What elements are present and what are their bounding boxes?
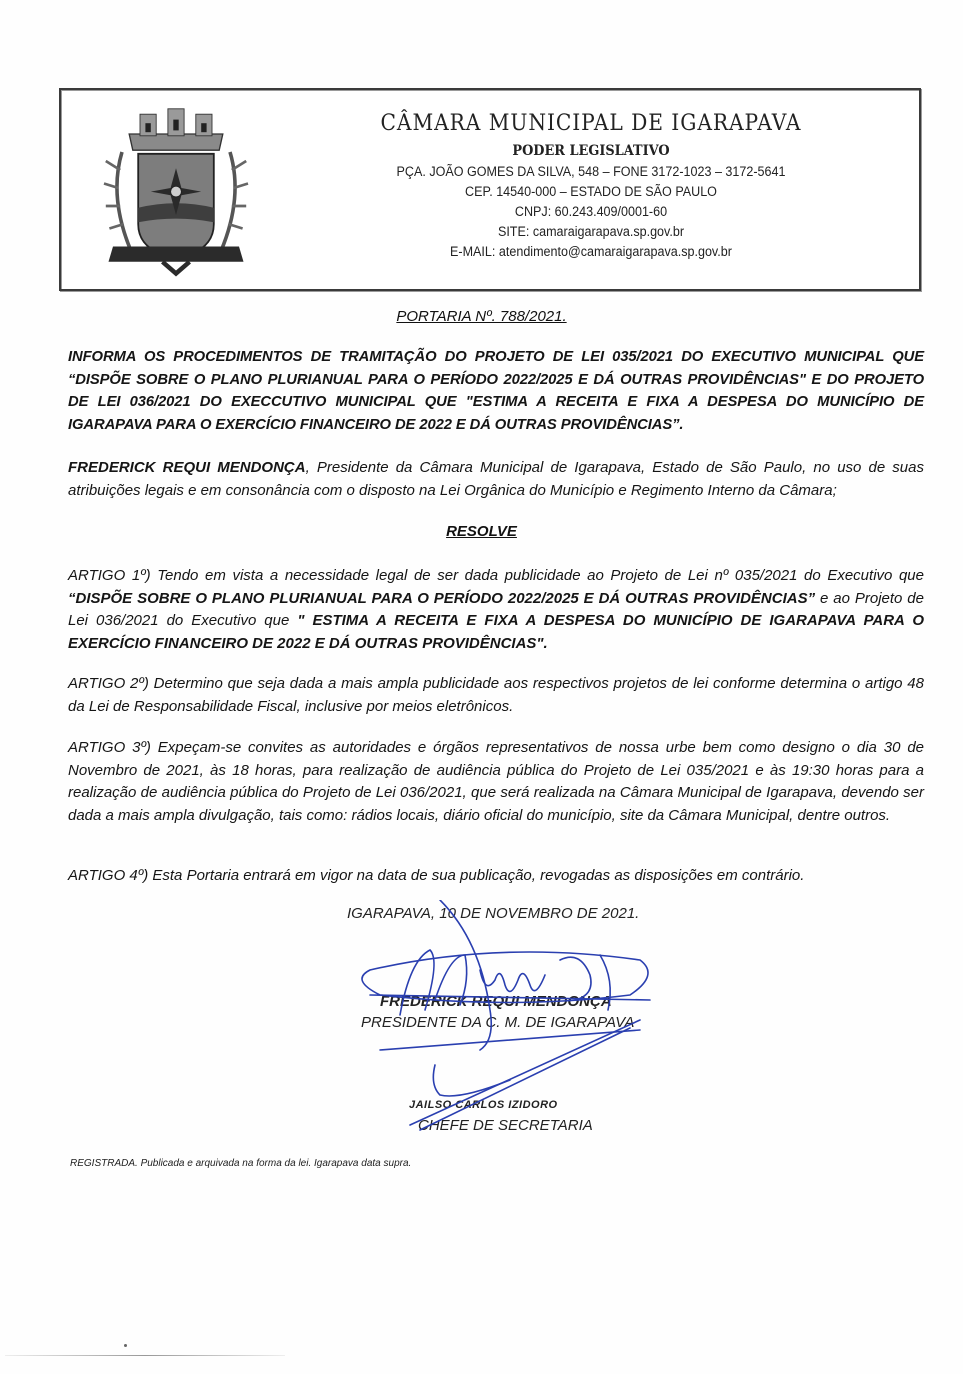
portaria-title: PORTARIA Nº. 788/2021.: [396, 308, 567, 325]
secretary-name: JAILSO CARLOS IZIDORO: [409, 1099, 558, 1111]
institution-name: CÂMARA MUNICIPAL DE IGARAPAVA: [380, 111, 802, 136]
artigo-4: ARTIGO 4º) Esta Portaria entrará em vigor na data de sua publicação, revogadas as disposições em contrário.: [68, 867, 805, 884]
institution-address: PÇA. JOÃO GOMES DA SILVA, 548 – FONE 3172-1023 – 3172-5641: [396, 164, 786, 179]
artigo-1-text-b: e ao Projeto de Lei 036/2021 do Executivo que: [68, 589, 924, 629]
institution-branch: PODER LEGISLATIVO: [512, 143, 670, 159]
institution-email: E-MAIL: atendimento@camaraigarapava.sp.gov.br: [450, 244, 732, 259]
artigo-1-bold-a: “DISPÕE SOBRE O PLANO PLURIANUAL PARA O PERÍODO 2022/2025 E DÁ OUTRAS PROVIDÊNCIAS”: [68, 589, 816, 607]
scan-artifact: [124, 1344, 127, 1347]
president-name: FREDERICK REQUI MENDONÇA: [68, 459, 306, 476]
bottom-rule: [5, 1355, 285, 1356]
artigo-3: ARTIGO 3º) Expeçam-se convites as autoridades e órgãos representativos de nossa urbe bem como designo o dia 30 de Novembro de 2021, às 18 horas, para realização de audiência pública do Projeto de Lei 035/2021 e às 19:30 horas para a realização de audiência pública do Projeto de Lei 036/2021, que será realizada na Câmara Municipal de Igarapava, devendo ser dada a mais ampla divulgação, tais como: rádios locais, diário oficial do município, site da Câmara Municipal, dentre outros.: [68, 739, 924, 824]
artigo-1-bold-b: " ESTIMA A RECEITA E FIXA A DESPESA DO MUNICÍPIO DE IGARAPAVA PARA O EXERCÍCIO FINANCEIRO DE 2022 E DÁ OUTRAS PROVIDÊNCIAS".: [68, 612, 924, 652]
ementa-paragraph: INFORMA OS PROCEDIMENTOS DE TRAMITAÇÃO DO PROJETO DE LEI 035/2021 DO EXECUTIVO MUNICIPAL QUE “DISPÕE SOBRE O PLANO PLURIANUAL PARA O PERÍODO 2022/2025 E DÁ OUTRAS PROVIDÊNCIAS" E DO PROJETO DE LEI 036/2021 DO EXECCUTIVO MUNICIPAL QUE "ESTIMA A RECEITA E FIXA A DESPESA DO MUNICÍPIO DE IGARAPAVA PARA O EXERCÍCIO FINANCEIRO DE 2022 E DÁ OUTRAS PROVIDÊNCIAS”.: [68, 349, 924, 433]
signer-name: FREDERICK REQUI MENDONÇA: [380, 993, 612, 1010]
preamble-text: , Presidente da Câmara Municipal de Igarapava, Estado de São Paulo, no uso de suas atribuições legais e em consonância com o disposto na Lei Orgânica do Município e Regimento Interno da Câmara;: [68, 459, 924, 499]
signer-role: PRESIDENTE DA C. M. DE IGARAPAVA: [361, 1014, 635, 1031]
institution-cnpj: CNPJ: 60.243.409/0001-60: [514, 204, 668, 219]
secretary-role: CHEFE DE SECRETARIA: [418, 1117, 593, 1134]
institution-site: SITE: camaraigarapava.sp.gov.br: [497, 224, 685, 239]
artigo-1-text-a: ARTIGO 1º) Tendo em vista a necessidade legal de ser dada publicidade ao Projeto de Lei nº 035/2021 do Executivo que: [68, 567, 924, 584]
artigo-2: ARTIGO 2º) Determino que seja dada a mais ampla publicidade aos respectivos projetos de lei conforme determina o artigo 48 da Lei de Responsabilidade Fiscal, inclusive por meios eletrônicos.: [68, 675, 924, 715]
coat-of-arms-icon: [86, 98, 266, 278]
preamble-paragraph: [68, 457, 924, 502]
institution-cep: CEP. 14540-000 – ESTADO DE SÃO PAULO: [465, 184, 717, 199]
resolve-heading: RESOLVE: [446, 523, 517, 540]
letterhead-text: [341, 110, 841, 262]
letterhead: [59, 88, 921, 291]
registration-note: REGISTRADA. Publicada e arquivada na forma da lei. Igarapava data supra.: [70, 1158, 412, 1169]
place-and-date: IGARAPAVA, 10 DE NOVEMBRO DE 2021.: [347, 905, 640, 922]
artigo-1: [68, 565, 924, 655]
